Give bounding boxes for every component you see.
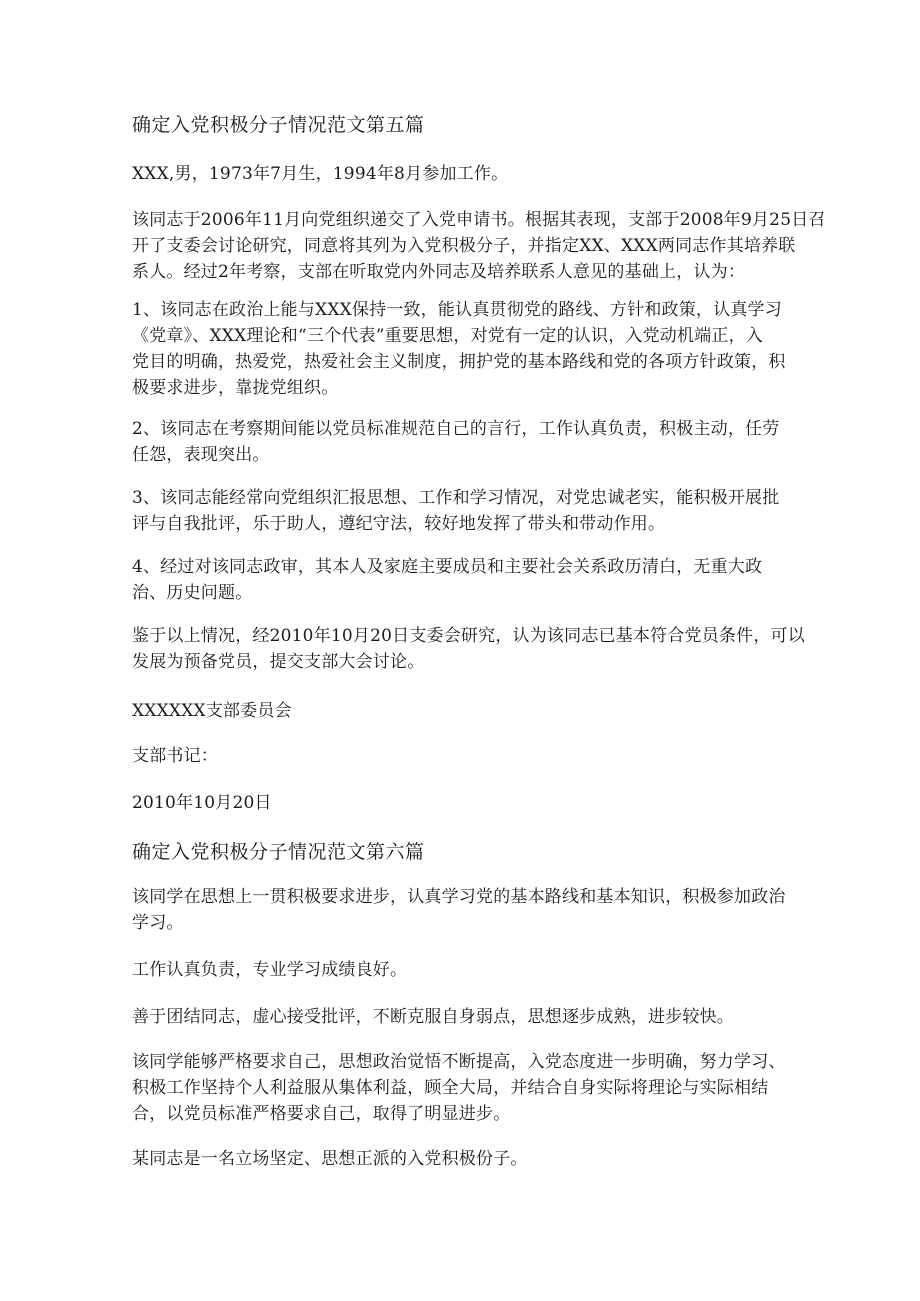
section6-title: 确定入党积极分子情况范文第六篇 bbox=[132, 841, 425, 863]
section5-p1-line3: 系人。经过2年考察，支部在听取党内外同志及培养联系人意见的基础上，认为： bbox=[132, 262, 746, 282]
section6-p5: 某同志是一名立场坚定、思想正派的入党积极份子。 bbox=[132, 1149, 528, 1169]
section5-item1-line4: 极要求进步，靠拢党组织。 bbox=[132, 378, 339, 398]
section5-item2-line2: 任怨，表现突出。 bbox=[132, 445, 270, 465]
section6-p3: 善于团结同志，虚心接受批评，不断克服自身弱点，思想逐步成熟，进步较快。 bbox=[132, 1007, 734, 1027]
committee-signature: XXXXXX支部委员会 bbox=[132, 701, 292, 721]
section5-intro: XXX,男，1973年7月生，1994年8月参加工作。 bbox=[132, 164, 509, 184]
signature-date: 2010年10月20日 bbox=[132, 793, 272, 813]
section6-p2: 工作认真负责，专业学习成绩良好。 bbox=[132, 960, 408, 980]
section6-p1-line1: 该同学在思想上一贯积极要求进步，认真学习党的基本路线和基本知识，积极参加政治 bbox=[132, 887, 786, 907]
section5-item3-line1: 3、该同志能经常向党组织汇报思想、工作和学习情况，对党忠诚老实，能积极开展批 bbox=[132, 488, 780, 508]
section5-conclusion-line1: 鉴于以上情况，经2010年10月20日支委会研究，认为该同志已基本符合党员条件，可以 bbox=[132, 626, 805, 646]
section5-item4-line2: 治、历史问题。 bbox=[132, 583, 253, 603]
section5-p1-line2: 开了支委会讨论研究，同意将其列为入党积极分子，并指定XX、XXX两同志作其培养联 bbox=[132, 236, 796, 256]
section6-p1-line2: 学习。 bbox=[132, 913, 184, 933]
section5-item1-line3: 党目的明确，热爱党，热爱社会主义制度，拥护党的基本路线和党的各项方针政策，积 bbox=[132, 352, 786, 372]
section5-item1-line1: 1、该同志在政治上能与XXX保持一致，能认真贯彻党的路线、方针和政策，认真学习 bbox=[132, 300, 782, 320]
section5-title: 确定入党积极分子情况范文第五篇 bbox=[132, 114, 425, 136]
section5-conclusion-line2: 发展为预备党员，提交支部大会讨论。 bbox=[132, 652, 425, 672]
section5-item1-line2: 《党章》、XXX理论和“三个代表”重要思想，对党有一定的认识，入党动机端正，入 bbox=[132, 326, 763, 346]
section5-p1-line1: 该同志于2006年11月向党组织递交了入党申请书。根据其表现，支部于2008年9月25日召 bbox=[132, 210, 826, 230]
section5-item4-line1: 4、经过对该同志政审，其本人及家庭主要成员和主要社会关系政历清白，无重大政 bbox=[132, 557, 763, 577]
section5-item3-line2: 评与自我批评，乐于助人，遵纪守法，较好地发挥了带头和带动作用。 bbox=[132, 514, 666, 534]
secretary-signature: 支部书记： bbox=[132, 746, 218, 766]
section6-p4-line2: 积极工作坚持个人利益服从集体利益，顾全大局，并结合自身实际将理论与实际相结 bbox=[132, 1078, 769, 1098]
section5-item2-line1: 2、该同志在考察期间能以党员标准规范自己的言行，工作认真负责，积极主动，任劳 bbox=[132, 419, 780, 439]
section6-p4-line1: 该同学能够严格要求自己，思想政治觉悟不断提高，入党态度进一步明确，努力学习、 bbox=[132, 1052, 786, 1072]
section6-p4-line3: 合，以党员标准严格要求自己，取得了明显进步。 bbox=[132, 1104, 511, 1124]
